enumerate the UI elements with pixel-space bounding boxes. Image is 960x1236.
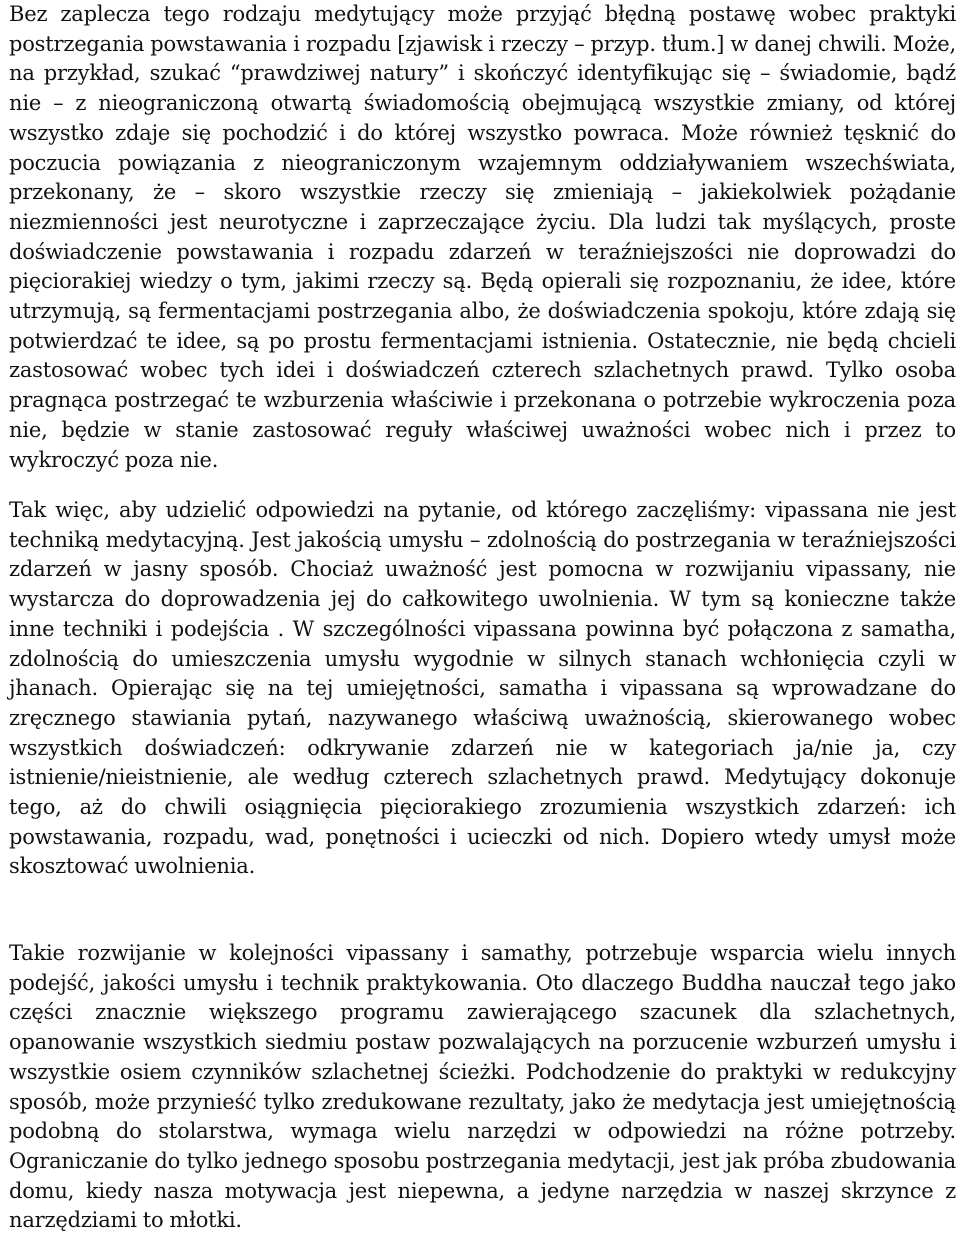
paragraph-2: Tak więc, aby udzielić odpowiedzi na pytanie, od którego zaczęliśmy: vipassana nie jest techniką medytacyjną. Jest jakością umysłu – zdolnością do postrzegania w teraźniejszości zdarzeń w jasny sposób. Chociaż uważność jest pomocna w rozwijaniu vipassany, nie wystarcza do doprowadzenia jej do całkowitego uwolnienia. W tym są konieczne także inne techniki i podejścia . W szczególności vipassana powinna być połączona z samatha, zdolnością do umieszczenia umysłu wygodnie w silnych stanach wchłonięcia czyli w jhanach. Opierając się na tej umiejętności, samatha i vipassana są wprowadzane do zręcznego stawiania pytań, nazywanego właściwą uważnością, skierowanego wobec wszystkich doświadczeń: odkrywanie zdarzeń nie w kategoriach ja/nie ja, czy istnienie/nieistnienie, ale według czterech szlachetnych prawd. Medytujący dokonuje tego, aż do chwili osiągnięcia pięciorakiego zrozumienia wszystkich zdarzeń: ich powstawania, rozpadu, wad, ponętności i ucieczki od nich. Dopiero wtedy umysł może skosztować uwolnienia. [9,498,956,879]
paragraph-3: Takie rozwijanie w kolejności vipassany i samathy, potrzebuje wsparcia wielu innych podejść, jakości umysłu i technik praktykowania. Oto dlaczego Buddha nauczał tego jako części znacznie większego programu zawierającego szacunek dla szlachetnych, opanowanie wszystkich siedmiu postaw pozwalających na porzucenie wzburzeń umysłu i wszystkie osiem czynników szlachetnej ścieżki. Podchodzenie do praktyki w redukcyjny sposób, może przynieść tylko zredukowane rezultaty, jako że medytacja jest umiejętnością podobną do stolarstwa, wymaga wielu narzędzi w odpowiedzi na różne potrzeby. Ograniczanie do tylko jednego sposobu postrzegania medytacji, jest jak próba zbudowania domu, kiedy nasza motywacja jest niepewna, a jedyne narzędzia w naszej skrzynce z narzędziami to młotki. [9,941,956,1233]
paragraph-1: Bez zaplecza tego rodzaju medytujący może przyjąć błędną postawę wobec praktyki postrzegania powstawania i rozpadu [zjawisk i rzeczy – przyp. tłum.] w danej chwili. Może, na przykład, szukać “prawdziwej natury” i skończyć identyfikując się – świadomie, bądź nie – z nieograniczoną otwartą świadomością obejmującą wszystkie zmiany, od której wszystko zdaje się pochodzić i do której wszystko powraca. Może również tęsknić do poczucia powiązania z nieograniczonym wzajemnym oddziaływaniem wszechświata, przekonany, że – skoro wszystkie rzeczy się zmieniają – jakiekolwiek pożądanie niezmienności jest neurotyczne i zaprzeczające życiu. Dla ludzi tak myślących, proste doświadczenie powstawania i rozpadu zdarzeń w teraźniejszości nie doprowadzi do pięciorakiej wiedzy o tym, jakimi rzeczy są. Będą opierali się rozpoznaniu, że idee, które utrzymują, są fermentacjami postrzegania albo, że doświadczenia spokoju, które zdają się potwierdzać te idee, są po prostu fermentacjami istnienia. Ostatecznie, nie będą chcieli zastosować wobec tych idei i doświadczeń czterech szlachetnych prawd. Tylko osoba pragnąca postrzegać te wzburzenia właściwie i przekonana o potrzebie wykroczenia poza nie, będzie w stanie zastosować reguły właściwej uważności wobec nich i przez to wykroczyć poza nie. [9,2,956,472]
